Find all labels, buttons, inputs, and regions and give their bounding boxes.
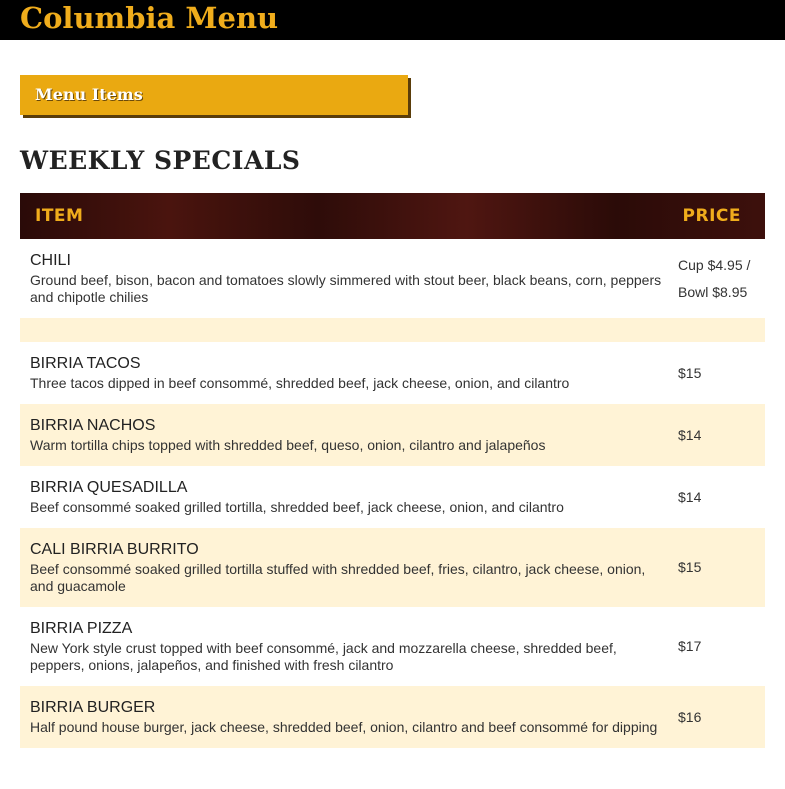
item-price: $14 bbox=[678, 426, 702, 443]
table-row bbox=[20, 686, 765, 748]
item-description: New York style crust topped with beef consommé, jack and mozzarella cheese, shredded beef, peppers, onions, jalapeños, and finished with fresh cilantro bbox=[30, 640, 617, 673]
item-name: BIRRIA NACHOS bbox=[30, 417, 156, 434]
menu-table bbox=[20, 193, 765, 748]
item-description: Three tacos dipped in beef consommé, shredded beef, jack cheese, onion, and cilantro bbox=[30, 375, 570, 391]
item-price: Cup $4.95 / Bowl $8.95 bbox=[678, 256, 751, 300]
item-description: Beef consommé soaked grilled tortilla, shredded beef, jack cheese, onion, and cilantro bbox=[30, 499, 564, 515]
table-row bbox=[20, 404, 765, 466]
table-row bbox=[20, 466, 765, 528]
table-row bbox=[20, 528, 765, 607]
section-heading: WEEKLY SPECIALS bbox=[20, 146, 301, 175]
item-price: $15 bbox=[678, 364, 702, 381]
item-name: BIRRIA QUESADILLA bbox=[30, 479, 188, 496]
item-name: BIRRIA TACOS bbox=[30, 355, 141, 372]
table-row bbox=[20, 239, 765, 318]
item-cell bbox=[20, 416, 668, 454]
item-name: CALI BIRRIA BURRITO bbox=[30, 541, 199, 558]
site-title: Columbia Menu bbox=[20, 1, 279, 35]
item-name: BIRRIA BURGER bbox=[30, 699, 156, 716]
item-description: Half pound house burger, jack cheese, shredded beef, onion, cilantro and beef consommé for dipping bbox=[30, 719, 658, 735]
item-description: Ground beef, bison, bacon and tomatoes slowly simmered with stout beer, black beans, corn, peppers and chipotle chilies bbox=[30, 272, 662, 305]
item-price: $17 bbox=[678, 638, 702, 654]
menu-items-label: Menu Items bbox=[35, 85, 143, 104]
item-name: BIRRIA PIZZA bbox=[30, 620, 133, 637]
site-header bbox=[0, 0, 785, 40]
table-row bbox=[20, 342, 765, 404]
column-header-price: PRICE bbox=[682, 206, 741, 226]
item-cell bbox=[20, 354, 668, 392]
item-description: Warm tortilla chips topped with shredded beef, queso, onion, cilantro and jalapeños bbox=[30, 437, 546, 453]
item-cell bbox=[20, 540, 668, 595]
table-row bbox=[20, 607, 765, 686]
column-header-item: ITEM bbox=[35, 206, 84, 226]
item-cell bbox=[20, 619, 668, 674]
table-header bbox=[20, 193, 765, 239]
item-cell bbox=[20, 251, 668, 306]
item-price: $14 bbox=[678, 488, 702, 505]
item-cell bbox=[20, 478, 668, 516]
item-price: $15 bbox=[678, 559, 702, 575]
item-name: CHILI bbox=[30, 252, 71, 269]
table-row-empty bbox=[20, 318, 765, 342]
item-cell bbox=[20, 698, 668, 736]
item-price: $16 bbox=[678, 708, 702, 725]
item-description: Beef consommé soaked grilled tortilla stuffed with shredded beef, fries, cilantro, jack cheese, onion, and guacamole bbox=[30, 561, 646, 594]
menu-items-button[interactable] bbox=[20, 75, 408, 115]
